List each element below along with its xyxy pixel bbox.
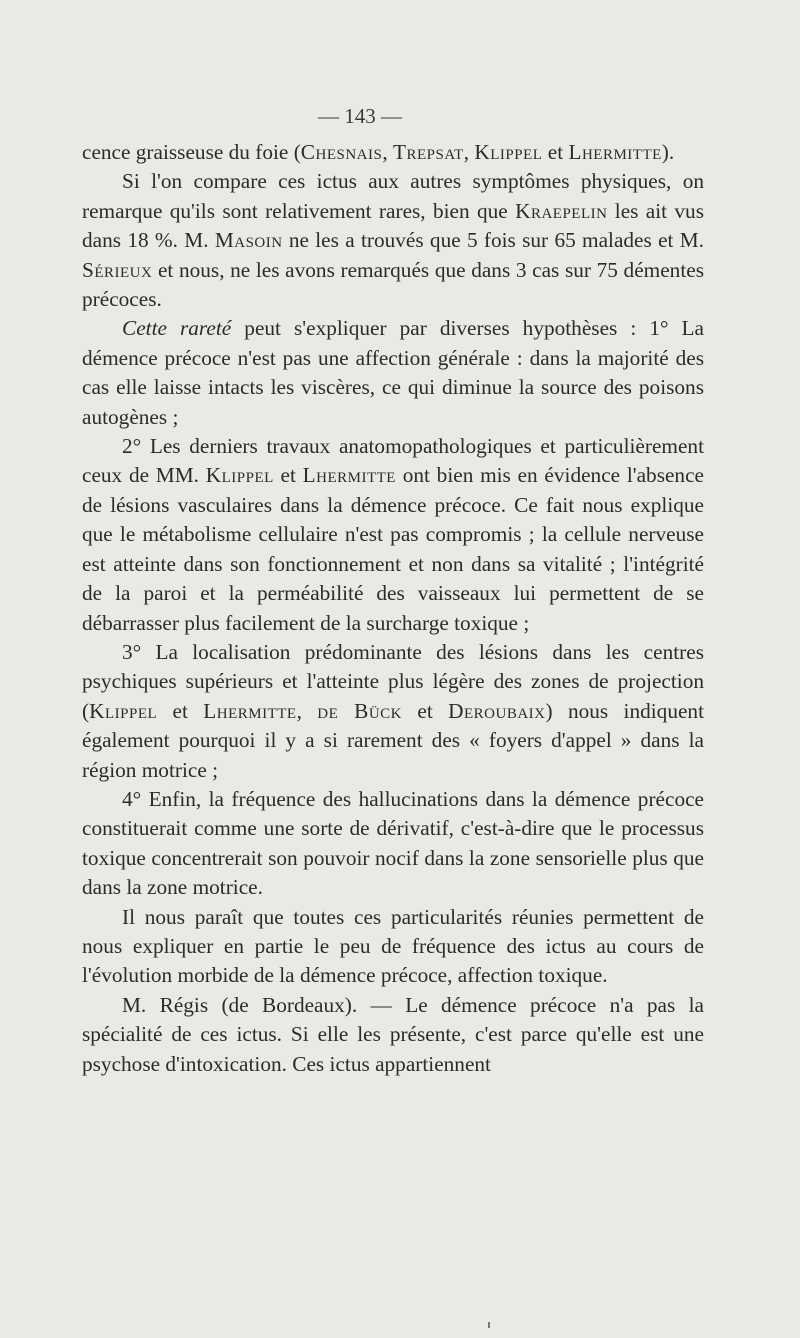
author-name: Kraepelin xyxy=(515,198,608,223)
paragraph xyxy=(82,167,704,314)
paragraph xyxy=(82,991,704,1079)
text-run: Si l'on compare ces ictus aux autres symptômes physiques, on remarque qu'ils sont relativement rares, bien que xyxy=(82,169,704,223)
text-run: et xyxy=(402,698,449,723)
author-name: Deroubaix xyxy=(448,698,546,723)
text-run: cence graisseuse du foie ( xyxy=(82,140,301,164)
text-run: les ait vus dans 18 %. M. xyxy=(82,198,704,253)
text-run: ont bien mis en évidence l'absence de lésions vasculaires dans la démence précoce. Ce fait nous explique que le métabolisme cellulaire n'est pas compromis ; la cellule nerveuse est atteinte dans son fonctionnement et non dans sa vitalité ; l'intégrité de la paroi et la perméabilité des vaisseaux lui permettent de se débarrasser plus facilement de la surcharge toxique ; xyxy=(82,463,704,635)
paragraph xyxy=(82,138,704,167)
author-name: Klippel xyxy=(205,463,274,488)
print-speck xyxy=(488,1322,490,1328)
author-name: Lhermitte xyxy=(302,463,396,488)
author-name: Lhermitte xyxy=(203,698,297,723)
author-name: Lhermitte xyxy=(568,140,662,164)
paragraph xyxy=(82,432,704,638)
text-run: 2° Les derniers travaux anatomopathologiques et particulièrement ceux de MM. xyxy=(82,434,704,488)
author-name: Chesnais xyxy=(300,140,383,164)
page-number: — 143 — xyxy=(318,104,402,128)
text-run: et xyxy=(273,463,303,488)
author-name: Klippel xyxy=(474,140,543,164)
text-run: ne les a trouvés que 5 fois sur 65 malades et M. xyxy=(282,228,704,253)
author-name: Trepsat xyxy=(393,140,464,164)
emphasis: Cette rareté xyxy=(122,316,232,341)
paragraph xyxy=(82,638,704,785)
text-run: ) nous indiquent également pourquoi il y a si rarement des « foyers d'appel » dans la région motrice ; xyxy=(82,698,704,782)
paragraph xyxy=(82,314,704,432)
text-run: 4° Enfin, la fréquence des hallucinations dans la démence précoce constituerait comme une sorte de dérivatif, c'est-à-dire que le processus toxique concentrerait son pouvoir nocif dans la zone sensorielle plus que dans la zone motrice. xyxy=(82,786,704,900)
paragraph xyxy=(82,785,704,903)
text-run: M. Régis (de Bordeaux). — Le démence précoce n'a pas la spécialité de ces ictus. Si elle les présente, c'est parce qu'elle est une psychose d'intoxication. Ces ictus appartiennent xyxy=(82,992,704,1076)
text-run: et nous, ne les avons remarqués que dans 3 cas sur 75 démentes précoces. xyxy=(82,257,704,312)
body-text xyxy=(82,138,704,1079)
text-run: Il nous paraît que toutes ces particularités réunies permettent de nous expliquer en partie le peu de fréquence des ictus au cours de l'évolution morbide de la démence précoce, affection toxique. xyxy=(82,904,704,988)
text-run: et xyxy=(157,698,204,723)
author-name: Sérieux xyxy=(82,257,153,282)
author-name: Masoin xyxy=(214,228,283,253)
text-run: ). xyxy=(661,140,675,164)
text-run: , xyxy=(296,698,318,723)
author-name: Klippel xyxy=(89,698,158,723)
text-run: 3° La localisation prédominante des lésions dans les centres psychiques supérieurs et l'atteinte plus légère des zones de projection ( xyxy=(82,639,704,723)
text-run: , xyxy=(463,140,475,164)
text-run: peut s'expliquer par diverses hypothèses : 1° La démence précoce n'est pas une affection générale : dans la majorité des cas elle laisse intacts les viscères, ce qui diminue la source des poisons autogènes ; xyxy=(82,316,704,429)
text-run: , xyxy=(382,140,393,164)
paragraph xyxy=(82,903,704,991)
text-run: et xyxy=(542,140,569,164)
author-name: de Bück xyxy=(317,698,403,723)
